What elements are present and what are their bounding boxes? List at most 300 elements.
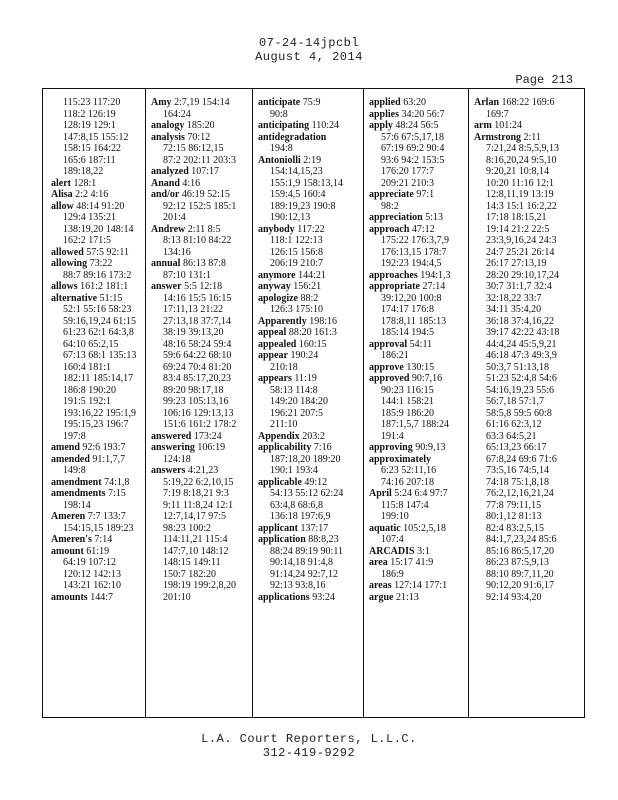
index-refs-continued: 115:8 147:4 (381, 499, 429, 511)
index-word: applied (369, 97, 401, 108)
index-refs: 92:6 193:7 (82, 442, 126, 453)
index-entry (256, 224, 362, 236)
index-refs-continued: 56:7,18 57:1,7 (486, 396, 545, 407)
index-word: appealed (258, 338, 297, 350)
index-refs-continued: 67:13 68:1 135:13 (63, 350, 137, 361)
index-refs-continued: 165:6 187:11 (63, 154, 116, 166)
index-refs-continued: 187:1,5,7 188:24 (381, 419, 450, 430)
index-word: approving (369, 442, 413, 453)
index-entry (49, 258, 145, 270)
index-entry (256, 293, 362, 305)
index-word: annual (151, 258, 181, 269)
index-entry (49, 477, 145, 489)
index-entry (149, 281, 251, 293)
column-divider (145, 89, 146, 717)
index-refs-continued: 61:16 62:3,12 (486, 419, 542, 430)
index-refs-continued: 23:3,9,16,24 24:3 (486, 235, 557, 246)
index-refs-continued: 8:13 81:10 84:22 (163, 235, 232, 246)
index-word: Andrew (151, 223, 186, 235)
index-refs-continued: 69:24 70:4 81:20 (163, 361, 232, 373)
index-refs-continued: 187:18,20 189:20 (270, 453, 341, 465)
index-refs-continued: 174:17 176:8 (381, 304, 435, 315)
index-entry (256, 270, 362, 282)
index-word: anticipating (258, 120, 310, 131)
index-refs-continued: 19:14 21:2 22:5 (486, 223, 550, 235)
index-entry (49, 592, 145, 604)
index-entry (367, 362, 467, 374)
index-refs: 3:1 (417, 545, 430, 557)
index-refs: 48:14 91:20 (76, 200, 125, 212)
index-word: applications (258, 591, 310, 603)
index-refs-continued: 48:16 58:24 59:4 (163, 338, 232, 350)
index-entry (149, 166, 251, 178)
index-word: aquatic (369, 522, 401, 534)
index-word: Ameren's (51, 534, 92, 545)
index-entry (367, 557, 467, 569)
index-refs: 203:2 (302, 430, 325, 442)
index-refs-continued: 65:13,23 66:17 (486, 442, 547, 453)
index-refs: 106:19 (197, 442, 226, 453)
index-refs: 168:22 169:6 (501, 97, 555, 108)
index-refs-continued: 189:18,22 (63, 166, 104, 177)
index-refs-continued: 160:4 181:1 (63, 361, 112, 373)
index-entry (256, 592, 362, 604)
index-refs-continued: 138:19,20 148:14 (63, 223, 134, 235)
transcript-code: 07-24-14jpcbl (258, 36, 360, 50)
index-entry (49, 281, 145, 293)
index-refs-continued: 164:24 (163, 108, 191, 120)
index-refs-continued: 91:14,24 92:7,12 (270, 568, 339, 580)
index-refs: 88:2 (300, 292, 319, 304)
index-word: Arlan (474, 97, 499, 108)
index-refs-continued: 175:22 176:3,7,9 (381, 235, 450, 246)
index-refs-continued: 107:4 (381, 534, 404, 545)
index-refs-continued: 118:2 126:19 (63, 108, 116, 120)
index-word: appears (258, 373, 292, 384)
index-word: answering (151, 442, 195, 453)
index-refs-continued: 26:17 27:13,19 (486, 258, 547, 269)
index-word: applicant (258, 522, 299, 534)
index-refs-continued: 169:7 (486, 108, 509, 120)
index-refs: 7:16 (313, 442, 332, 453)
index-entry (49, 442, 145, 454)
index-word: allowed (51, 246, 84, 258)
column-divider (252, 89, 253, 717)
index-refs: 7:15 (107, 488, 126, 499)
index-refs-continued: 58:13 114:8 (270, 384, 318, 396)
index-refs: 105:2,5,18 (403, 522, 446, 534)
index-refs: 86:13 87:8 (182, 258, 227, 269)
index-refs-continued: 67:8,24 69:6 71:6 (486, 453, 557, 465)
index-refs-continued: 148:15 149:11 (163, 557, 221, 568)
index-refs: 198:16 (309, 315, 337, 327)
index-entry (256, 120, 362, 132)
index-refs-continued: 99:23 105:13,16 (163, 396, 229, 407)
index-entry (256, 534, 362, 546)
index-refs-continued: 17:18 18:15,21 (486, 212, 547, 223)
index-column-2 (149, 97, 251, 711)
index-refs: 7:7 133:7 (87, 511, 126, 522)
index-refs-continued: 52:1 55:16 58:23 (63, 304, 132, 315)
index-refs-continued: 77:8 79:11,15 (486, 499, 542, 511)
index-refs-continued: 7:21,24 8:5,5,9,13 (486, 143, 560, 154)
index-word: analyzed (151, 166, 189, 177)
index-refs-continued: 98:23 100:2 (163, 522, 212, 534)
index-refs-continued: 92:12 152:5 185:1 (163, 200, 237, 212)
index-refs: 110:24 (311, 120, 340, 131)
index-word: analogy (151, 120, 185, 131)
index-refs-continued: 154:15,15 189:23 (63, 522, 134, 534)
index-word: anymore (258, 269, 296, 281)
index-entry (149, 442, 251, 454)
index-refs-continued: 82:4 83:2,5,15 (486, 522, 545, 534)
index-column-3 (256, 97, 362, 711)
index-word: appear (258, 350, 288, 361)
index-refs: 11:19 (294, 373, 317, 384)
index-word: apologize (258, 292, 298, 304)
index-entry (472, 132, 584, 144)
index-entry (49, 189, 145, 201)
index-refs-continued: 46:18 47:3 49:3,9 (486, 350, 557, 361)
index-word: appeal (258, 327, 287, 338)
index-refs: 117:22 (297, 223, 325, 235)
index-refs-continued: 80:1,12 81:13 (486, 511, 542, 522)
index-entry (256, 431, 362, 443)
index-word: arm (474, 120, 492, 131)
index-refs: 63:20 (403, 97, 426, 108)
index-refs-continued: 63:4,8 68:6,8 (270, 499, 324, 511)
page-number: Page 213 (515, 73, 573, 87)
index-refs-continued: 185:14 194:5 (381, 327, 435, 338)
index-word: anticipate (258, 97, 301, 108)
index-refs: 15:17 41:9 (390, 557, 434, 568)
index-word: allowing (51, 258, 88, 269)
index-word: argue (369, 591, 394, 603)
index-word: amendment (51, 476, 102, 488)
index-word: antidegradation (258, 131, 327, 143)
index-entry (367, 454, 467, 466)
index-entry (367, 270, 467, 282)
index-refs-continued: 134:16 (163, 246, 191, 258)
index-word: alert (51, 177, 71, 189)
index-refs-continued: 14:3 15:1 16:2,22 (486, 200, 557, 212)
index-refs-continued: 36:18 37:4,16,22 (486, 315, 555, 327)
index-entry (49, 454, 145, 466)
index-refs: 74:1,8 (104, 476, 130, 488)
index-refs: 2:19 (303, 154, 322, 166)
index-refs: 51:15 (99, 292, 123, 304)
index-refs-continued: 38:19 39:13,20 (163, 327, 224, 338)
index-refs-continued: 158:15 164:22 (63, 143, 122, 154)
index-refs-continued: 198:14 (63, 499, 91, 511)
index-refs-continued: 210:18 (270, 361, 298, 373)
index-word: appreciation (369, 212, 423, 223)
index-refs-continued: 198:19 199:2,8,20 (163, 580, 237, 591)
index-refs-continued: 67:19 69:2 90:4 (381, 143, 445, 154)
index-word: amendments (51, 488, 106, 499)
index-refs-continued: 209:21 210:3 (381, 177, 435, 189)
index-refs-continued: 51:23 52:4,8 54:6 (486, 373, 557, 384)
index-entry (256, 350, 362, 362)
index-refs-continued: 61:23 62:1 64:3,8 (63, 327, 134, 338)
index-refs-continued: 57:6 67:5,17,18 (381, 131, 445, 143)
index-word: Appendix (258, 430, 300, 442)
index-refs: 75:9 (302, 97, 321, 108)
index-refs-continued: 196:21 207:5 (270, 407, 324, 419)
index-column-1 (49, 97, 145, 711)
index-refs: 4:16 (182, 177, 201, 189)
index-refs-continued: 59:6 64:22 68:10 (163, 350, 232, 361)
index-refs-continued: 206:19 210:7 (270, 258, 324, 269)
index-refs-continued: 10:20 11:16 12:1 (486, 177, 554, 189)
index-entry (256, 442, 362, 454)
index-word: Antoniolli (258, 154, 301, 166)
index-word: Apparently (258, 315, 307, 327)
index-entry (149, 120, 251, 132)
index-refs-continued: 115:23 117:20 (63, 97, 121, 108)
index-refs: 5:5 12:18 (184, 281, 223, 292)
index-refs-continued: 92:13 93:8,16 (270, 580, 326, 591)
index-refs-continued: 32:18,22 33:7 (486, 292, 542, 304)
index-refs: 144:21 (298, 269, 326, 281)
index-refs-continued: 90:8 (270, 108, 288, 120)
index-refs: 49:12 (304, 476, 328, 488)
index-refs: 5:13 (425, 212, 443, 223)
index-refs-continued: 54:13 55:12 62:24 (270, 488, 344, 499)
index-refs: 5:24 6:4 97:7 (394, 488, 448, 499)
index-entry (49, 201, 145, 213)
index-refs: 185:20 (186, 120, 215, 131)
index-entry (49, 247, 145, 259)
index-refs-continued: 92:14 93:4,20 (486, 591, 542, 603)
transcript-date: August 4, 2014 (255, 50, 363, 64)
index-word: Anand (151, 177, 180, 189)
index-refs-continued: 129:4 135:21 (63, 212, 117, 223)
index-entry (149, 431, 251, 443)
index-refs-continued: 39:12,20 100:8 (381, 292, 442, 304)
index-refs-continued: 88:10 89:7,11,20 (486, 568, 554, 580)
index-entry (49, 511, 145, 523)
index-refs: 91:1,7,7 (92, 453, 126, 465)
index-refs-continued: 147:7,10 148:12 (163, 545, 229, 557)
index-refs: 173:24 (193, 430, 222, 442)
index-entry (367, 373, 467, 385)
index-word: areas (369, 580, 392, 591)
index-refs-continued: 88:24 89:19 90:11 (270, 545, 343, 557)
index-entry (256, 155, 362, 167)
index-refs-continued: 199:10 (381, 511, 409, 522)
index-entry (367, 523, 467, 535)
index-refs-continued: 7:19 8:18,21 9:3 (163, 488, 229, 499)
index-entry (149, 258, 251, 270)
index-refs-continued: 73:5,16 74:5,14 (486, 465, 550, 476)
index-word: allows (51, 281, 78, 292)
index-refs-continued: 128:19 129:1 (63, 120, 117, 131)
index-entry (149, 132, 251, 144)
index-column-4 (367, 97, 467, 711)
index-refs: 46:19 52:15 (181, 189, 230, 200)
index-refs-continued: 120:12 142:13 (63, 568, 122, 580)
index-entry (367, 339, 467, 351)
index-refs-continued: 147:8,15 155:12 (63, 131, 129, 143)
index-refs: 97:1 (416, 189, 435, 200)
index-refs: 190:24 (290, 350, 319, 361)
index-refs-continued: 211:10 (270, 419, 298, 430)
index-refs-continued: 76:2,12,16,21,24 (486, 488, 554, 499)
index-word: approach (369, 223, 410, 235)
index-refs-continued: 17:11,13 21:22 (163, 304, 224, 315)
index-refs-continued: 186:8 190:20 (63, 384, 117, 396)
index-refs-continued: 118:1 122:13 (270, 235, 323, 246)
index-refs: 73:22 (89, 258, 113, 269)
index-refs: 107:17 (191, 166, 220, 177)
index-word: applicability (258, 442, 312, 453)
index-refs-continued: 191:4 (381, 430, 404, 442)
index-word: application (258, 534, 306, 545)
index-refs-continued: 162:2 171:5 (63, 235, 112, 246)
index-refs-continued: 114:11,21 115:4 (163, 534, 228, 545)
index-refs-continued: 124:18 (163, 453, 191, 465)
index-word: appropriate (369, 281, 420, 292)
index-refs-continued: 74:16 207:18 (381, 476, 435, 488)
index-refs-continued: 185:9 186:20 (381, 407, 435, 419)
index-refs-continued: 59:16,19,24 61:15 (63, 315, 137, 327)
index-refs-continued: 54:16,19,23 55:6 (486, 384, 555, 396)
index-refs-continued: 63:3 64:5,21 (486, 430, 537, 442)
index-word: appreciate (369, 189, 414, 200)
index-refs: 21:13 (395, 591, 419, 603)
index-refs: 128:1 (73, 177, 97, 189)
index-entry (367, 580, 467, 592)
index-entry (256, 327, 362, 339)
index-entry (367, 212, 467, 224)
index-entry (367, 189, 467, 201)
index-refs: 2:11 8:5 (187, 223, 221, 235)
index-refs-continued: 201:10 (163, 591, 191, 603)
index-word: area (369, 557, 388, 568)
index-refs-continued: 150:7 182:20 (163, 568, 217, 580)
index-refs-continued: 154:14,15,23 (270, 166, 323, 177)
index-word: analysis (151, 131, 185, 143)
index-word: amount (51, 545, 84, 557)
index-word: April (369, 488, 392, 499)
index-refs-continued: 182:11 185:14,17 (63, 373, 134, 384)
index-refs: 161:2 181:1 (80, 281, 129, 292)
index-entry (367, 592, 467, 604)
index-refs-continued: 178:8,11 185:13 (381, 315, 447, 327)
index-refs-continued: 39:17 42:22 43:18 (486, 327, 560, 338)
index-refs-continued: 64:10 65:2,15 (63, 338, 119, 350)
index-word: applies (369, 108, 400, 120)
index-refs-continued: 88:7 89:16 173:2 (63, 269, 132, 281)
index-word: answer (151, 281, 182, 292)
index-refs-continued: 186:21 (381, 350, 409, 361)
index-entry (367, 281, 467, 293)
index-entry (49, 534, 145, 546)
index-refs-continued: 24:7 25:21 26:14 (486, 246, 555, 258)
index-refs: 93:24 (312, 591, 335, 603)
index-refs: 57:5 92:11 (86, 246, 129, 258)
index-refs: 4:21,23 (187, 465, 219, 476)
index-refs: 144:7 (90, 591, 113, 603)
index-refs-continued: 90:12,20 91:6,17 (486, 580, 555, 591)
index-refs-continued: 64:19 107:12 (63, 557, 117, 568)
index-refs-continued: 143:21 162:10 (63, 580, 122, 591)
index-refs: 54:11 (409, 338, 433, 350)
index-entry (367, 97, 467, 109)
index-entry (256, 281, 362, 293)
index-refs-continued: 87:10 131:1 (163, 269, 212, 281)
index-entry (472, 120, 584, 132)
index-refs-continued: 190:1 193:4 (270, 465, 319, 476)
index-refs-continued: 98:2 (381, 200, 399, 212)
index-refs-continued: 84:1,7,23,24 85:6 (486, 534, 557, 545)
index-word: apply (369, 120, 393, 131)
index-refs-continued: 190:12,13 (270, 212, 311, 223)
index-refs: 88:8,23 (308, 534, 339, 545)
index-refs: 27:14 (422, 281, 446, 292)
index-refs-continued: 151:6 161:2 178:2 (163, 419, 237, 430)
index-word: approximately (369, 453, 432, 465)
index-word: Armstrong (474, 131, 522, 143)
index-refs-continued: 85:16 86:5,17,20 (486, 545, 555, 557)
index-entry (49, 178, 145, 190)
index-entry (367, 120, 467, 132)
index-word: answered (151, 430, 192, 442)
index-entry (472, 97, 584, 109)
index-refs-continued: 9:20,21 10:8,14 (486, 166, 550, 177)
index-entry (256, 97, 362, 109)
index-refs-continued: 176:13,15 178:7 (381, 246, 447, 258)
index-refs-continued: 144:1 158:21 (381, 396, 435, 407)
index-word: anybody (258, 223, 295, 235)
index-refs: 90:7,16 (411, 373, 443, 384)
index-refs-continued: 86:23 87:5,9,13 (486, 557, 550, 568)
index-refs-continued: 189:19,23 190:8 (270, 200, 336, 212)
index-refs: 90:9,13 (415, 442, 446, 453)
index-word: amounts (51, 591, 88, 603)
index-refs: 127:14 177:1 (394, 580, 448, 591)
index-word: approval (369, 338, 408, 350)
index-word: approved (369, 373, 410, 384)
index-refs-continued: 93:6 94:2 153:5 (381, 154, 445, 166)
index-entry (149, 189, 251, 201)
index-entry (367, 546, 467, 558)
index-refs-continued: 72:15 86:12,15 (163, 143, 224, 154)
index-refs-continued: 176:20 177:7 (381, 166, 435, 177)
index-refs: 88:20 161:3 (288, 327, 337, 338)
index-refs-continued: 90:14,18 91:4,8 (270, 557, 334, 568)
index-refs-continued: 12:8,11,19 13:19 (486, 189, 554, 200)
index-entry (256, 477, 362, 489)
index-word: alternative (51, 292, 98, 304)
index-refs-continued: 106:16 129:13,13 (163, 407, 234, 419)
index-word: and/or (151, 189, 180, 200)
index-refs-continued: 155:1,9 158:13,14 (270, 177, 344, 189)
index-entry (256, 316, 362, 328)
index-entry (149, 97, 251, 109)
index-refs-continued: 5:19,22 6:2,10,15 (163, 476, 234, 488)
index-refs-continued: 28:20 29:10,17,24 (486, 269, 560, 281)
index-word: amended (51, 453, 90, 465)
index-refs-continued: 197:8 (63, 430, 86, 442)
index-refs-continued: 44:4,24 45:5,9,21 (486, 338, 557, 350)
index-word: amend (51, 442, 80, 453)
index-refs: 137:17 (300, 522, 329, 534)
index-refs: 130:15 (406, 361, 435, 373)
index-entry (256, 523, 362, 535)
index-refs-continued: 149:8 (63, 465, 86, 476)
